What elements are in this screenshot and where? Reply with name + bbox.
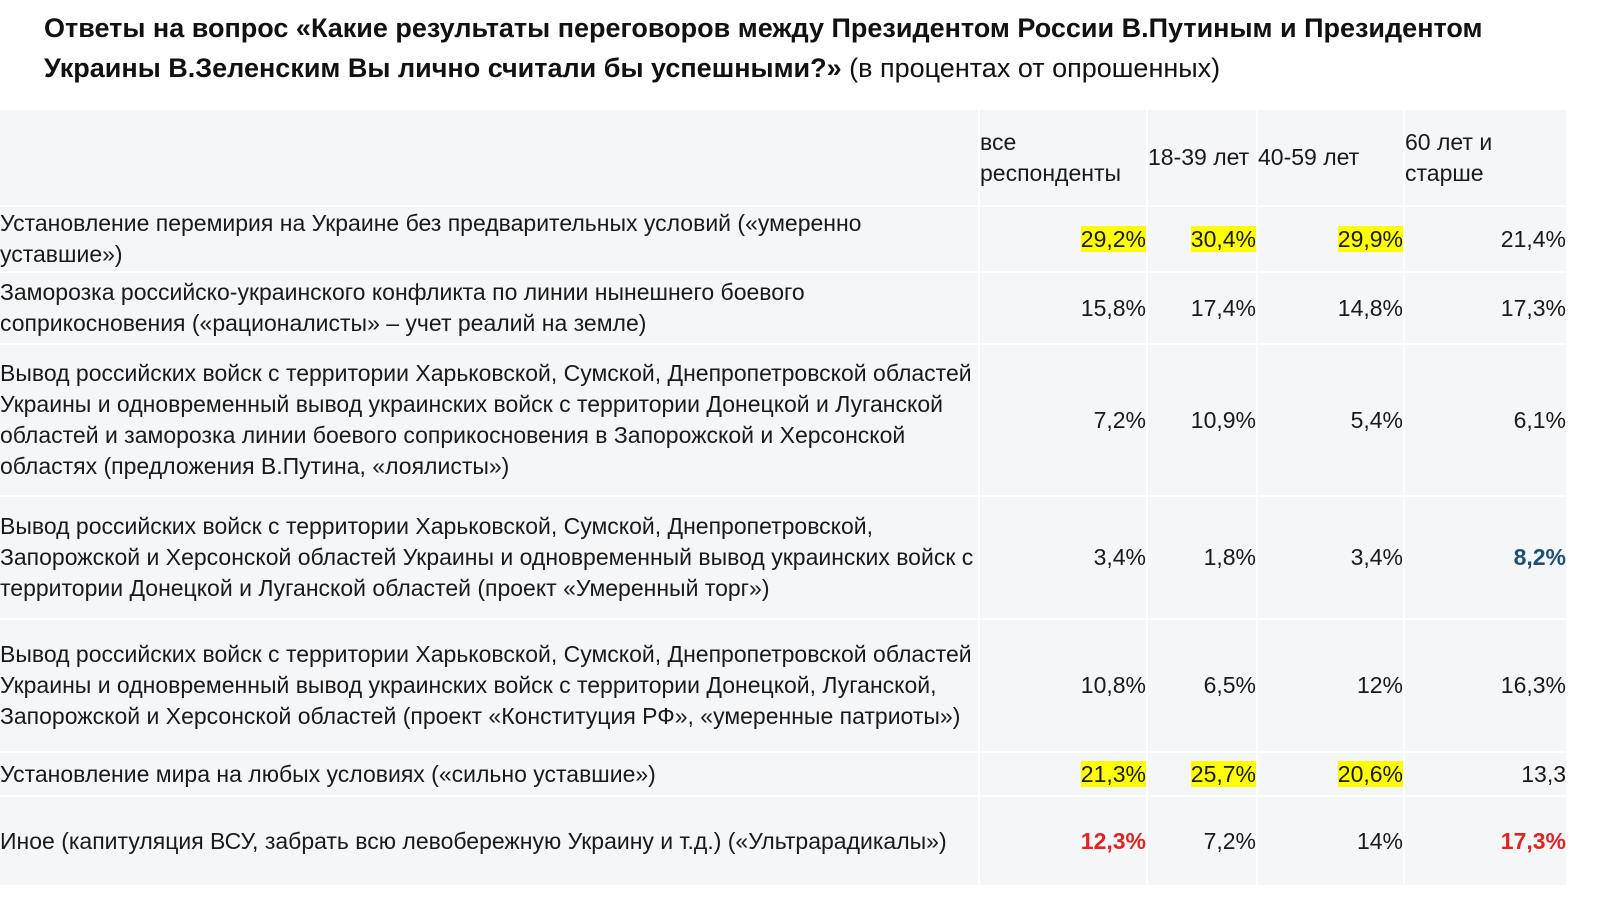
- value-text: 13,3: [1521, 760, 1566, 787]
- value-cell: [1258, 345, 1405, 497]
- value-text: 1,8%: [1203, 544, 1256, 570]
- value-text: 17,3%: [1500, 827, 1566, 854]
- value-text: 17,4%: [1190, 294, 1256, 321]
- value-cell: [980, 345, 1148, 497]
- value-text: 21,4%: [1500, 225, 1566, 252]
- value-cell: [980, 620, 1148, 753]
- value-text: 10,8%: [1080, 672, 1146, 698]
- value-text: 12,3%: [1080, 827, 1146, 854]
- value-cell: [980, 753, 1148, 797]
- value-text: 8,2%: [1513, 544, 1566, 570]
- page-title: [44, 8, 1584, 88]
- value-cell: [1405, 207, 1568, 273]
- value-cell: [1258, 273, 1405, 345]
- row-label: Иное (капитуляция ВСУ, забрать всю левобережную Украину и т.д.) («Ультрарадикалы»): [0, 797, 980, 887]
- value-text: 14%: [1356, 827, 1403, 854]
- value-text: 6,5%: [1203, 672, 1256, 698]
- value-text: 7,2%: [1203, 827, 1256, 854]
- header-empty: [0, 110, 980, 207]
- value-cell: [1405, 620, 1568, 753]
- value-text: 10,9%: [1190, 406, 1256, 433]
- value-text: 20,6%: [1337, 760, 1403, 787]
- value-cell: [980, 797, 1148, 887]
- value-cell: [1148, 797, 1258, 887]
- header-all-respondents: все респонденты: [980, 110, 1148, 207]
- table-row: [0, 345, 1568, 497]
- value-text: 7,2%: [1093, 406, 1146, 433]
- value-cell: [1148, 497, 1258, 620]
- table-row: [0, 273, 1568, 345]
- value-text: 16,3%: [1500, 672, 1566, 698]
- value-text: 30,4%: [1190, 225, 1256, 252]
- value-text: 29,2%: [1080, 225, 1146, 252]
- row-label: Установление перемирия на Украине без предварительных условий («умеренно уставшие»): [0, 207, 980, 273]
- value-cell: [1148, 753, 1258, 797]
- value-text: 17,3%: [1500, 294, 1566, 321]
- header-age-40-59: 40-59 лет: [1258, 110, 1405, 207]
- value-cell: [1148, 273, 1258, 345]
- value-cell: [1258, 497, 1405, 620]
- value-text: 21,3%: [1080, 760, 1146, 787]
- table-row: [0, 207, 1568, 273]
- value-cell: [1258, 797, 1405, 887]
- header-row: [0, 110, 1568, 207]
- row-label: Вывод российских войск с территории Харьковской, Сумской, Днепропетровской областей Украины и одновременный вывод украинских войск с территории Донецкой и Луганской областей и заморозка линии боевого соприкосновения в Запорожской и Херсонской областях (предложения В.Путина, «лоялисты»): [0, 345, 980, 497]
- row-label: Вывод российских войск с территории Харьковской, Сумской, Днепропетровской областей Украины и одновременный вывод украинских войск с территории Донецкой, Луганской, Запорожской и Херсонской областей (проект «Конституция РФ», «умеренные патриоты»): [0, 620, 980, 753]
- value-cell: [1148, 345, 1258, 497]
- survey-results-table: [0, 110, 1568, 887]
- header-age-18-39: 18-39 лет: [1148, 110, 1258, 207]
- value-text: 15,8%: [1080, 294, 1146, 321]
- value-cell: [980, 497, 1148, 620]
- value-cell: [980, 207, 1148, 273]
- row-label: Заморозка российско-украинского конфликта по линии нынешнего боевого соприкосновения («рационалисты» – учет реалий на земле): [0, 273, 980, 345]
- value-text: 12%: [1356, 672, 1403, 698]
- title-question: Ответы на вопрос «Какие результаты переговоров между Президентом России В.Путиным и Президентом Украины В.Зеленским Вы лично считали бы успешными?»: [44, 13, 1483, 83]
- header-age-60-plus: 60 лет и старше: [1405, 110, 1568, 207]
- value-cell: [980, 273, 1148, 345]
- value-text: 3,4%: [1093, 544, 1146, 570]
- value-text: 14,8%: [1337, 294, 1403, 321]
- value-cell: [1405, 497, 1568, 620]
- value-cell: [1148, 207, 1258, 273]
- value-text: 25,7%: [1190, 760, 1256, 787]
- title-unit-note: (в процентах от опрошенных): [841, 53, 1221, 83]
- value-text: 3,4%: [1350, 544, 1403, 570]
- value-text: 6,1%: [1513, 406, 1566, 433]
- value-cell: [1148, 620, 1258, 753]
- value-cell: [1405, 345, 1568, 497]
- value-cell: [1258, 620, 1405, 753]
- value-cell: [1405, 797, 1568, 887]
- table-row: [0, 797, 1568, 887]
- value-cell: [1258, 753, 1405, 797]
- table-row: [0, 620, 1568, 753]
- value-text: 29,9%: [1337, 225, 1403, 252]
- value-cell: [1405, 753, 1568, 797]
- table-row: [0, 497, 1568, 620]
- value-cell: [1405, 273, 1568, 345]
- value-text: 5,4%: [1350, 406, 1403, 433]
- row-label: Установление мира на любых условиях («сильно уставшие»): [0, 753, 980, 797]
- row-label: Вывод российских войск с территории Харьковской, Сумской, Днепропетровской, Запорожской и Херсонской областей Украины и одновременный вывод украинских войск с территории Донецкой и Луганской областей (проект «Умеренный торг»): [0, 497, 980, 620]
- table-row: [0, 753, 1568, 797]
- value-cell: [1258, 207, 1405, 273]
